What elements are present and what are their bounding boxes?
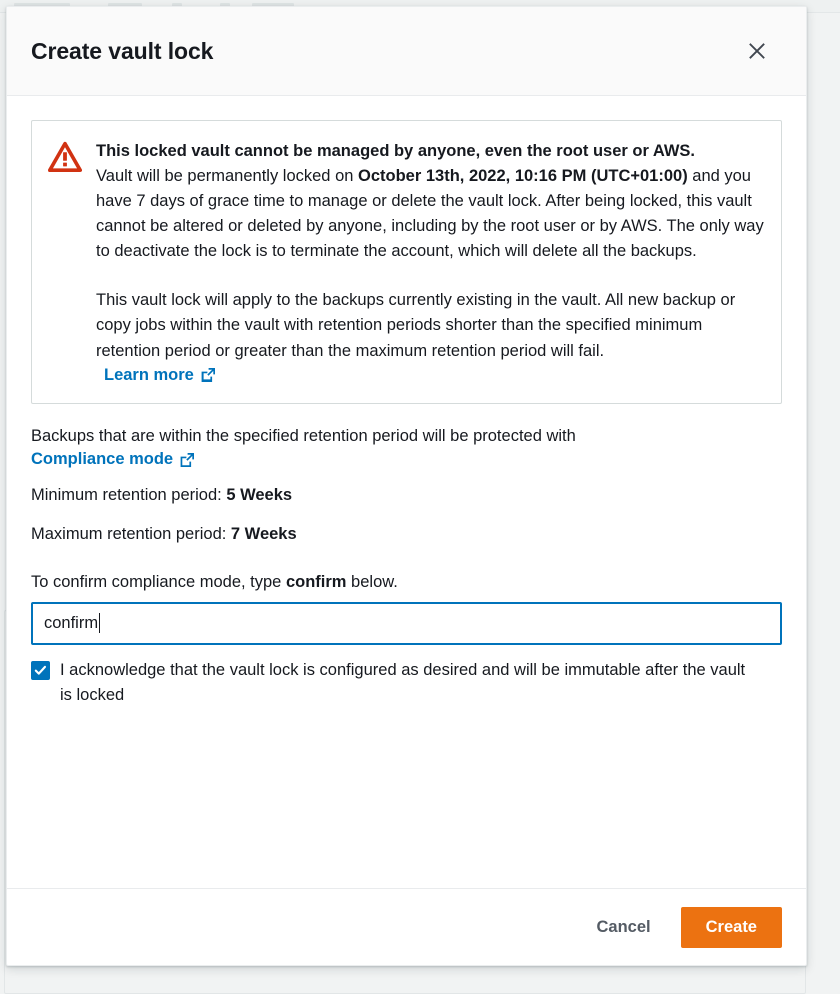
maximum-retention-value: 7 Weeks xyxy=(230,525,297,544)
protection-lead-text: Backups that are within the specified retention period will be protected with xyxy=(31,426,576,445)
text-cursor xyxy=(99,613,100,633)
create-vault-lock-modal xyxy=(6,6,807,966)
learn-more-label: Learn more xyxy=(104,365,194,384)
learn-more-link[interactable] xyxy=(104,366,216,385)
minimum-retention-value: 5 Weeks xyxy=(226,486,293,505)
confirm-instruction xyxy=(31,573,782,592)
confirm-instruction-prefix: To confirm compliance mode, type xyxy=(31,572,286,591)
lock-date-value: October 13th, 2022, 10:16 PM (UTC+01:00) xyxy=(358,167,688,186)
warning-alert-heading: This locked vault cannot be managed by anyone, even the root user or AWS. xyxy=(96,142,696,160)
acknowledge-checkbox[interactable] xyxy=(31,661,50,680)
close-icon[interactable] xyxy=(740,34,774,68)
warning-triangle-icon xyxy=(48,139,82,385)
confirm-input[interactable] xyxy=(31,602,782,645)
page-title: Create vault lock xyxy=(31,37,214,64)
warning-alert-paragraph-2: This vault lock will apply to the backups currently existing in the vault. All new backup or copy jobs within the vault with retention periods shorter than the specified minimum retention period or greater than the maximum retention period will fail. xyxy=(96,291,736,360)
retention-info-section xyxy=(31,424,782,547)
maximum-retention-row xyxy=(31,522,782,547)
confirm-section xyxy=(31,573,782,709)
external-link-icon xyxy=(179,452,195,468)
minimum-retention-row xyxy=(31,483,782,508)
modal-footer xyxy=(7,888,806,965)
create-button[interactable]: Create xyxy=(681,907,782,948)
external-link-icon xyxy=(200,367,216,383)
paragraph-1-suffix: and you have 7 days of grace time to manage or delete the vault lock. After being locked, this vault cannot be altered or deleted by anyone, including by the root user or by AWS. The only way to deactivate the lock is to terminate the account, which will delete all the backups. xyxy=(96,167,764,261)
confirm-keyword: confirm xyxy=(285,572,347,591)
modal-header xyxy=(7,7,806,96)
warning-alert xyxy=(31,120,782,404)
maximum-retention-label: Maximum retention period: xyxy=(31,525,231,544)
compliance-mode-label: Compliance mode xyxy=(31,450,174,469)
confirm-instruction-suffix: below. xyxy=(346,572,398,591)
paragraph-1-prefix: Vault will be permanently locked on xyxy=(96,167,359,186)
confirm-input-value: confirm xyxy=(44,613,99,632)
check-icon xyxy=(34,664,47,677)
acknowledge-row xyxy=(31,658,782,709)
learn-more-row xyxy=(96,366,765,385)
warning-alert-paragraph-1 xyxy=(96,164,765,264)
minimum-retention-label: Minimum retention period: xyxy=(31,486,227,505)
compliance-mode-row xyxy=(31,450,782,469)
modal-body xyxy=(7,96,806,888)
cancel-button[interactable]: Cancel xyxy=(589,912,659,943)
acknowledge-label: I acknowledge that the vault lock is configured as desired and will be immutable after the vault is locked xyxy=(60,660,746,705)
compliance-mode-link[interactable] xyxy=(31,450,195,469)
warning-alert-content xyxy=(96,139,765,385)
